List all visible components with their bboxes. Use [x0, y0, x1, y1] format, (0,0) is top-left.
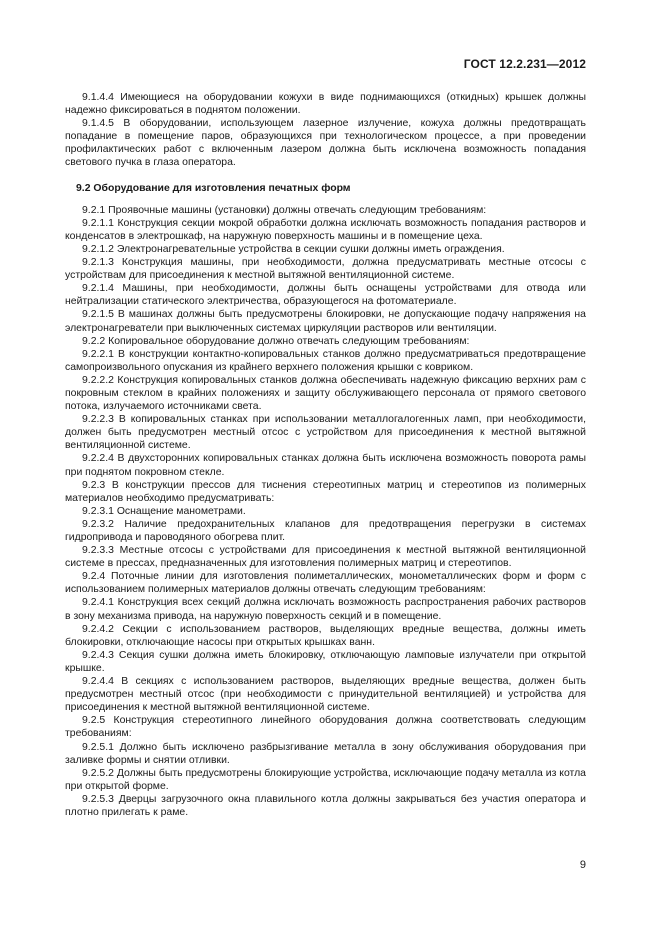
paragraph-9-2-4: 9.2.4 Поточные линии для изготовления полиметаллических, монометаллических форм и форм с использованием полимерных материалов должны отвечать следующим требованиям: — [65, 571, 586, 596]
page-number: 9 — [579, 859, 586, 871]
page-body — [65, 91, 586, 819]
paragraph-9-2-1-3: 9.2.1.3 Конструкция машины, при необходимости, должна предусматривать местные отсосы с устройствам для присоединения к местной вытяжной вентиляционной системе. — [65, 257, 586, 282]
section-title: 9.2 Оборудование для изготовления печатных форм — [76, 182, 351, 194]
paragraph-9-2-4-2: 9.2.4.2 Секции с использованием растворов, выделяющих вредные вещества, должны иметь блокировки, отключающие насосы при открытых крышках ванн. — [65, 623, 586, 648]
paragraph-9-2-5: 9.2.5 Конструкция стереотипного линейного оборудования должна соответствовать следующим требованиям: — [65, 715, 586, 740]
paragraph-9-2-1-1: 9.2.1.1 Конструкция секции мокрой обработки должна исключать возможность попадания растворов и конденсатов в электрошкаф, на наружную поверхность машины и в помещение цеха. — [65, 217, 586, 242]
paragraph-9-2-2: 9.2.2 Копировальное оборудование должно отвечать следующим требованиям: — [82, 335, 470, 347]
paragraph-9-2-1: 9.2.1 Проявочные машины (установки) должны отвечать следующим требованиям: — [82, 204, 487, 216]
paragraph-9-2-5-3: 9.2.5.3 Дверцы загрузочного окна плавильного котла должны закрываться без участия оператора и плотно прилегать к раме. — [65, 793, 586, 818]
paragraph-9-2-3: 9.2.3 В конструкции прессов для тиснения стереотипных матриц и стереотипов из полимерных материалов необходимо предусматривать: — [65, 479, 586, 504]
paragraph-9-2-5-2: 9.2.5.2 Должны быть предусмотрены блокирующие устройства, исключающие подачу металла из котла при открытой форме. — [65, 767, 586, 792]
paragraph-9-2-2-4: 9.2.2.4 В двухсторонних копировальных станках должна быть исключена возможность поворота рамы при поднятом покровном стекле. — [65, 453, 586, 478]
paragraph-9-2-2-3: 9.2.2.3 В копировальных станках при использовании металлогалогенных ламп, при необходимости, должен быть предусмотрен местный отсос с устройством для присоединения к местной вытяжной вентиляционной системе. — [65, 414, 586, 452]
paragraph-9-2-1-4: 9.2.1.4 Машины, при необходимости, должны быть оснащены устройствами для отвода или нейтрализации статического электричества, образующегося на фотоматериале. — [65, 283, 586, 308]
paragraph-9-2-3-1: 9.2.3.1 Оснащение манометрами. — [82, 505, 246, 517]
paragraph-9-2-1-2: 9.2.1.2 Электронагревательные устройства в секции сушки должны иметь ограждения. — [82, 243, 505, 255]
paragraph-9-2-2-1: 9.2.2.1 В конструкции контактно-копировальных станков должно предусматриваться предотвращение самопроизвольного опускания из крайнего верхнего положения крышки с ковриком. — [65, 348, 586, 373]
paragraph-9-2-4-3: 9.2.4.3 Секция сушки должна иметь блокировку, отключающую ламповые излучатели при открытой крышке. — [65, 649, 586, 674]
paragraph-9-2-2-2: 9.2.2.2 Конструкция копировальных станков должна обеспечивать надежную фиксацию верхних рам с покровным стеклом в крайних положениях и защиту обслуживающего персонала от прямого светового потока, излучаемого источниками света. — [65, 374, 586, 413]
document-code: ГОСТ 12.2.231—2012 — [463, 57, 586, 71]
paragraph-9-2-3-2: 9.2.3.2 Наличие предохранительных клапанов для предотвращения перегрузки в системах гидропривода и пароводяного обогрева плит. — [65, 518, 586, 543]
paragraph-9-2-1-5: 9.2.1.5 В машинах должны быть предусмотрены блокировки, не допускающие подачу напряжения на электронагреватели при выключенных системах циркуляции растворов или вентиляции. — [65, 309, 586, 334]
paragraph-9-2-3-3: 9.2.3.3 Местные отсосы с устройствами для присоединения к местной вытяжной вентиляционной системе в прессах, предназначенных для изготовления полимерных матриц и стереотипов. — [65, 545, 586, 570]
paragraph-9-2-4-4: 9.2.4.4 В секциях с использованием растворов, выделяющих вредные вещества, должен быть предусмотрен местный отсос (при необходимости с принудительной вентиляцией) и устройства для присоединения к местной вытяжной вентиляционной системе. — [65, 676, 586, 714]
paragraph-9-2-4-1: 9.2.4.1 Конструкция всех секций должна исключать возможность распространения рабочих растворов в зону механизма привода, на наружную поверхность секций и в помещение. — [65, 597, 586, 622]
paragraph-9-1-4-4: 9.1.4.4 Имеющиеся на оборудовании кожухи в виде поднимающихся (откидных) крышек должны надежно фиксироваться в поднятом положении. — [65, 92, 586, 117]
paragraph-9-1-4-5: 9.1.4.5 В оборудовании, использующем лазерное излучение, кожуха должны предотвращать попадание в помещение паров, образующихся при технологическом процессе, а при проведении профилактических работ с включенным лазером должна быть исключена возможность попадания светового пучка в глаза оператора. — [65, 118, 586, 169]
paragraph-9-2-5-1: 9.2.5.1 Должно быть исключено разбрызгивание металла в зону обслуживания оборудования при заливке формы и снятии отливки. — [65, 741, 586, 766]
